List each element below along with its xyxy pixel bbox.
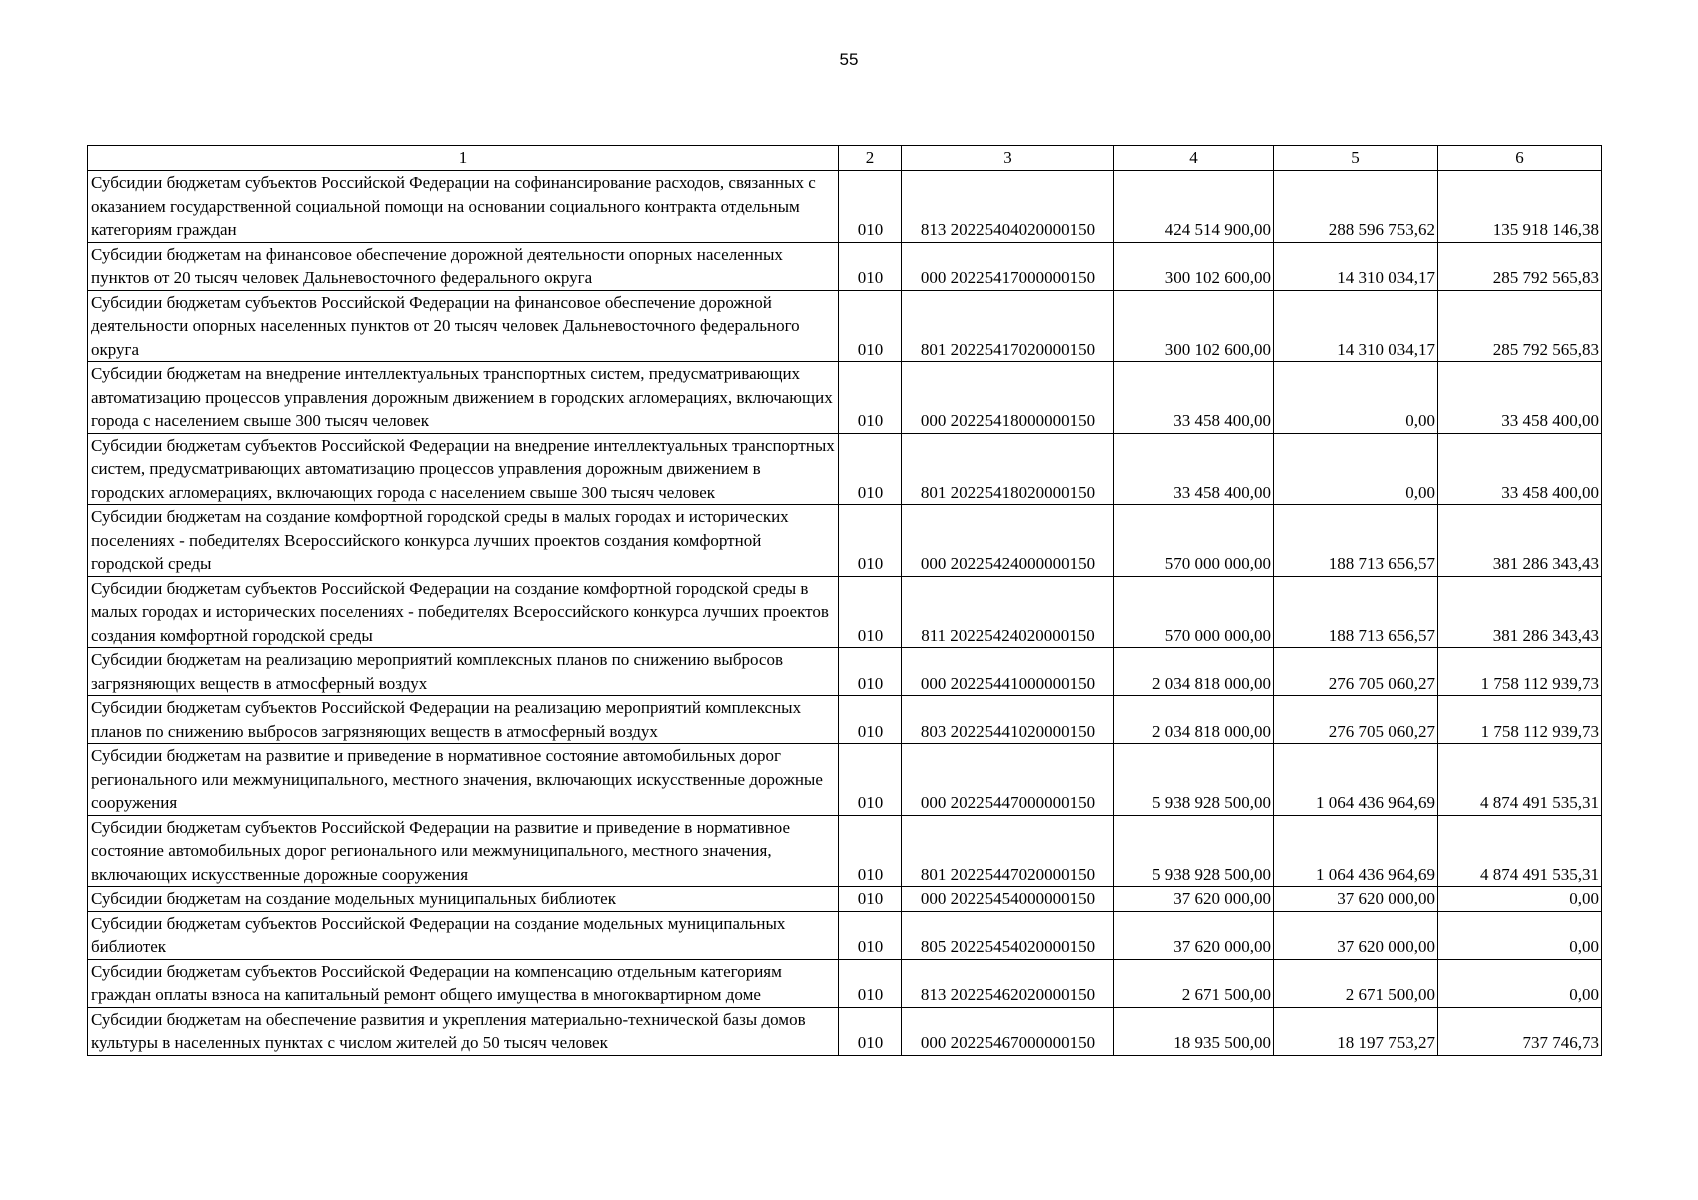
table-row <box>88 1007 1602 1055</box>
row-approved-amount: 300 102 600,00 <box>1114 290 1274 362</box>
row-unexecuted-amount: 1 758 112 939,73 <box>1438 696 1602 744</box>
row-kbk-code: 000 20225467000000150 <box>902 1007 1114 1055</box>
row-name: Субсидии бюджетам на внедрение интеллектуальных транспортных систем, предусматривающих автоматизацию процессов управления дорожным движением в городских агломерациях, включающих города с населением свыше 300 тысяч человек <box>88 362 839 434</box>
row-executed-amount: 188 713 656,57 <box>1274 576 1438 648</box>
row-executed-amount: 18 197 753,27 <box>1274 1007 1438 1055</box>
row-approved-amount: 2 034 818 000,00 <box>1114 648 1274 696</box>
table-row <box>88 576 1602 648</box>
row-unexecuted-amount: 33 458 400,00 <box>1438 433 1602 505</box>
row-unexecuted-amount: 0,00 <box>1438 959 1602 1007</box>
row-code: 010 <box>839 505 902 577</box>
row-approved-amount: 37 620 000,00 <box>1114 887 1274 912</box>
row-name: Субсидии бюджетам субъектов Российской Федерации на финансовое обеспечение дорожной деятельности опорных населенных пунктов от 20 тысяч человек Дальневосточного федерального округа <box>88 290 839 362</box>
table-row <box>88 911 1602 959</box>
row-kbk-code: 813 20225404020000150 <box>902 171 1114 243</box>
row-executed-amount: 276 705 060,27 <box>1274 648 1438 696</box>
header-col-4: 4 <box>1114 146 1274 171</box>
row-unexecuted-amount: 135 918 146,38 <box>1438 171 1602 243</box>
row-unexecuted-amount: 1 758 112 939,73 <box>1438 648 1602 696</box>
row-name: Субсидии бюджетам на создание комфортной городской среды в малых городах и исторических поселениях - победителях Всероссийского конкурса лучших проектов создания комфортной городской среды <box>88 505 839 577</box>
row-kbk-code: 801 20225447020000150 <box>902 815 1114 887</box>
row-approved-amount: 33 458 400,00 <box>1114 362 1274 434</box>
page-number: 55 <box>839 50 859 69</box>
row-kbk-code: 801 20225417020000150 <box>902 290 1114 362</box>
table-row <box>88 171 1602 243</box>
row-kbk-code: 811 20225424020000150 <box>902 576 1114 648</box>
row-executed-amount: 188 713 656,57 <box>1274 505 1438 577</box>
row-executed-amount: 37 620 000,00 <box>1274 911 1438 959</box>
table-row <box>88 648 1602 696</box>
row-executed-amount: 2 671 500,00 <box>1274 959 1438 1007</box>
table-row <box>88 433 1602 505</box>
row-unexecuted-amount: 0,00 <box>1438 911 1602 959</box>
row-unexecuted-amount: 381 286 343,43 <box>1438 576 1602 648</box>
row-kbk-code: 000 20225417000000150 <box>902 242 1114 290</box>
row-executed-amount: 1 064 436 964,69 <box>1274 815 1438 887</box>
header-col-5: 5 <box>1274 146 1438 171</box>
table-row <box>88 362 1602 434</box>
row-kbk-code: 803 20225441020000150 <box>902 696 1114 744</box>
row-name: Субсидии бюджетам на развитие и приведение в нормативное состояние автомобильных дорог регионального или межмуниципального, местного значения, включающих искусственные дорожные сооружения <box>88 744 839 816</box>
row-unexecuted-amount: 33 458 400,00 <box>1438 362 1602 434</box>
row-code: 010 <box>839 242 902 290</box>
table-header <box>88 146 1602 171</box>
row-approved-amount: 2 671 500,00 <box>1114 959 1274 1007</box>
row-executed-amount: 276 705 060,27 <box>1274 696 1438 744</box>
row-unexecuted-amount: 4 874 491 535,31 <box>1438 815 1602 887</box>
budget-table <box>87 145 1602 1056</box>
row-name: Субсидии бюджетам субъектов Российской Федерации на создание комфортной городской среды в малых городах и исторических поселениях - победителях Всероссийского конкурса лучших проектов создания комфортной городской среды <box>88 576 839 648</box>
row-code: 010 <box>839 171 902 243</box>
header-col-2: 2 <box>839 146 902 171</box>
row-code: 010 <box>839 744 902 816</box>
row-executed-amount: 14 310 034,17 <box>1274 290 1438 362</box>
table-row <box>88 959 1602 1007</box>
header-col-1: 1 <box>88 146 839 171</box>
row-code: 010 <box>839 576 902 648</box>
row-name: Субсидии бюджетам на создание модельных муниципальных библиотек <box>88 887 839 912</box>
row-code: 010 <box>839 648 902 696</box>
row-executed-amount: 0,00 <box>1274 362 1438 434</box>
table-row <box>88 815 1602 887</box>
row-kbk-code: 000 20225441000000150 <box>902 648 1114 696</box>
row-approved-amount: 570 000 000,00 <box>1114 505 1274 577</box>
row-name: Субсидии бюджетам на финансовое обеспечение дорожной деятельности опорных населенных пунктов от 20 тысяч человек Дальневосточного федерального округа <box>88 242 839 290</box>
row-code: 010 <box>839 887 902 912</box>
row-approved-amount: 5 938 928 500,00 <box>1114 815 1274 887</box>
row-unexecuted-amount: 737 746,73 <box>1438 1007 1602 1055</box>
row-code: 010 <box>839 362 902 434</box>
row-approved-amount: 424 514 900,00 <box>1114 171 1274 243</box>
row-name: Субсидии бюджетам субъектов Российской Федерации на компенсацию отдельным категориям граждан оплаты взноса на капитальный ремонт общего имущества в многоквартирном доме <box>88 959 839 1007</box>
row-code: 010 <box>839 959 902 1007</box>
row-code: 010 <box>839 815 902 887</box>
row-approved-amount: 37 620 000,00 <box>1114 911 1274 959</box>
row-approved-amount: 5 938 928 500,00 <box>1114 744 1274 816</box>
row-unexecuted-amount: 285 792 565,83 <box>1438 242 1602 290</box>
header-row <box>88 146 1602 171</box>
row-kbk-code: 000 20225418000000150 <box>902 362 1114 434</box>
header-col-6: 6 <box>1438 146 1602 171</box>
row-kbk-code: 000 20225424000000150 <box>902 505 1114 577</box>
header-col-3: 3 <box>902 146 1114 171</box>
table-body <box>88 171 1602 1056</box>
row-executed-amount: 0,00 <box>1274 433 1438 505</box>
row-approved-amount: 570 000 000,00 <box>1114 576 1274 648</box>
row-name: Субсидии бюджетам на обеспечение развития и укрепления материально-технической базы домов культуры в населенных пунктах с числом жителей до 50 тысяч человек <box>88 1007 839 1055</box>
row-approved-amount: 33 458 400,00 <box>1114 433 1274 505</box>
row-unexecuted-amount: 381 286 343,43 <box>1438 505 1602 577</box>
row-kbk-code: 000 20225447000000150 <box>902 744 1114 816</box>
row-kbk-code: 813 20225462020000150 <box>902 959 1114 1007</box>
row-unexecuted-amount: 0,00 <box>1438 887 1602 912</box>
row-approved-amount: 300 102 600,00 <box>1114 242 1274 290</box>
row-approved-amount: 2 034 818 000,00 <box>1114 696 1274 744</box>
row-executed-amount: 37 620 000,00 <box>1274 887 1438 912</box>
table-row <box>88 505 1602 577</box>
row-executed-amount: 14 310 034,17 <box>1274 242 1438 290</box>
table-row <box>88 290 1602 362</box>
row-name: Субсидии бюджетам субъектов Российской Федерации на развитие и приведение в нормативное состояние автомобильных дорог регионального или межмуниципального, местного значения, включающих искусственные дорожные сооружения <box>88 815 839 887</box>
row-kbk-code: 805 20225454020000150 <box>902 911 1114 959</box>
row-executed-amount: 1 064 436 964,69 <box>1274 744 1438 816</box>
table-row <box>88 696 1602 744</box>
row-kbk-code: 801 20225418020000150 <box>902 433 1114 505</box>
table-row <box>88 887 1602 912</box>
row-code: 010 <box>839 911 902 959</box>
table-row <box>88 744 1602 816</box>
row-code: 010 <box>839 433 902 505</box>
row-name: Субсидии бюджетам субъектов Российской Федерации на внедрение интеллектуальных транспортных систем, предусматривающих автоматизацию процессов управления дорожным движением в городских агломерациях, включающих города с населением свыше 300 тысяч человек <box>88 433 839 505</box>
row-unexecuted-amount: 4 874 491 535,31 <box>1438 744 1602 816</box>
row-name: Субсидии бюджетам субъектов Российской Федерации на софинансирование расходов, связанных с оказанием государственной социальной помощи на основании социального контракта отдельным категориям граждан <box>88 171 839 243</box>
row-code: 010 <box>839 1007 902 1055</box>
row-name: Субсидии бюджетам субъектов Российской Федерации на реализацию мероприятий комплексных планов по снижению выбросов загрязняющих веществ в атмосферный воздух <box>88 696 839 744</box>
row-unexecuted-amount: 285 792 565,83 <box>1438 290 1602 362</box>
row-code: 010 <box>839 696 902 744</box>
row-name: Субсидии бюджетам на реализацию мероприятий комплексных планов по снижению выбросов загрязняющих веществ в атмосферный воздух <box>88 648 839 696</box>
row-executed-amount: 288 596 753,62 <box>1274 171 1438 243</box>
table-row <box>88 242 1602 290</box>
row-kbk-code: 000 20225454000000150 <box>902 887 1114 912</box>
row-name: Субсидии бюджетам субъектов Российской Федерации на создание модельных муниципальных библиотек <box>88 911 839 959</box>
row-approved-amount: 18 935 500,00 <box>1114 1007 1274 1055</box>
row-code: 010 <box>839 290 902 362</box>
